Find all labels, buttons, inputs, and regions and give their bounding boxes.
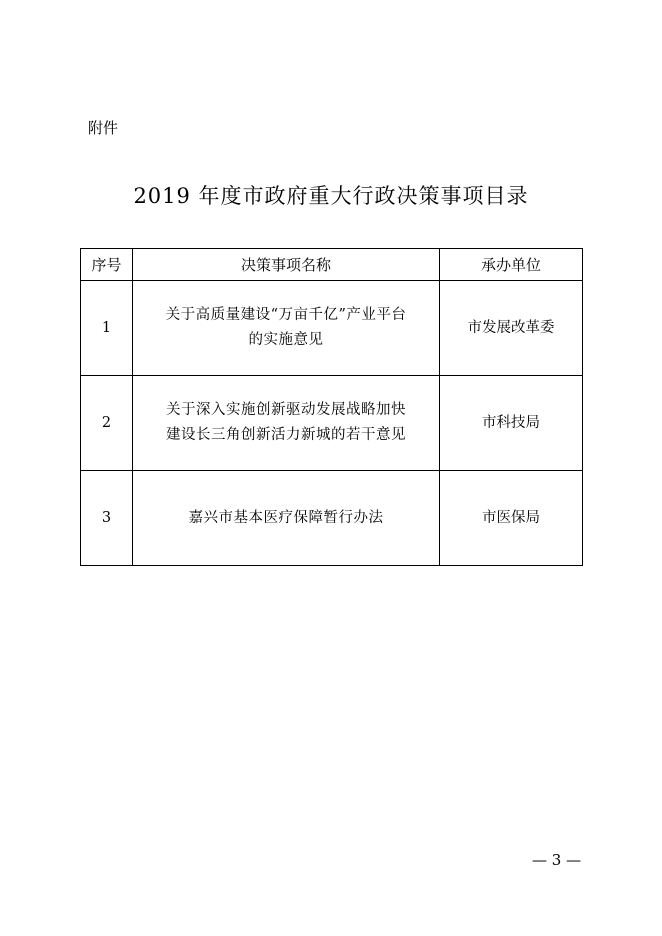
header-serial-number: 序号 <box>81 249 133 281</box>
row-serial-number: 1 <box>81 281 133 376</box>
row-serial-number: 2 <box>81 376 133 471</box>
row-decision-item-name <box>133 281 440 376</box>
row-serial-number: 3 <box>81 471 133 566</box>
row-decision-item-name <box>133 471 440 566</box>
row-responsible-unit: 市医保局 <box>440 471 583 566</box>
table-row <box>81 471 583 566</box>
row-decision-item-name <box>133 376 440 471</box>
table-row <box>81 376 583 471</box>
item-name-line: 关于高质量建设“万亩千亿”产业平台 <box>165 307 407 323</box>
item-name-line: 建设长三角创新活力新城的若干意见 <box>166 427 406 443</box>
document-title: 2019 年度市政府重大行政决策事项目录 <box>133 184 529 208</box>
attachment-label: 附件 <box>88 119 119 137</box>
item-name-line: 嘉兴市基本医疗保障暂行办法 <box>188 509 384 526</box>
row-responsible-unit: 市科技局 <box>440 376 583 471</box>
item-name-line: 关于深入实施创新驱动发展战略加快 <box>166 402 406 418</box>
row-responsible-unit: 市发展改革委 <box>440 281 583 376</box>
header-responsible-unit: 承办单位 <box>440 249 583 281</box>
decision-catalog-table <box>80 248 583 566</box>
page-number: — 3 — <box>532 851 582 869</box>
table-header-row <box>81 249 583 281</box>
header-decision-item-name: 决策事项名称 <box>133 249 440 281</box>
table-row <box>81 281 583 376</box>
item-name-line: 的实施意见 <box>248 332 324 348</box>
